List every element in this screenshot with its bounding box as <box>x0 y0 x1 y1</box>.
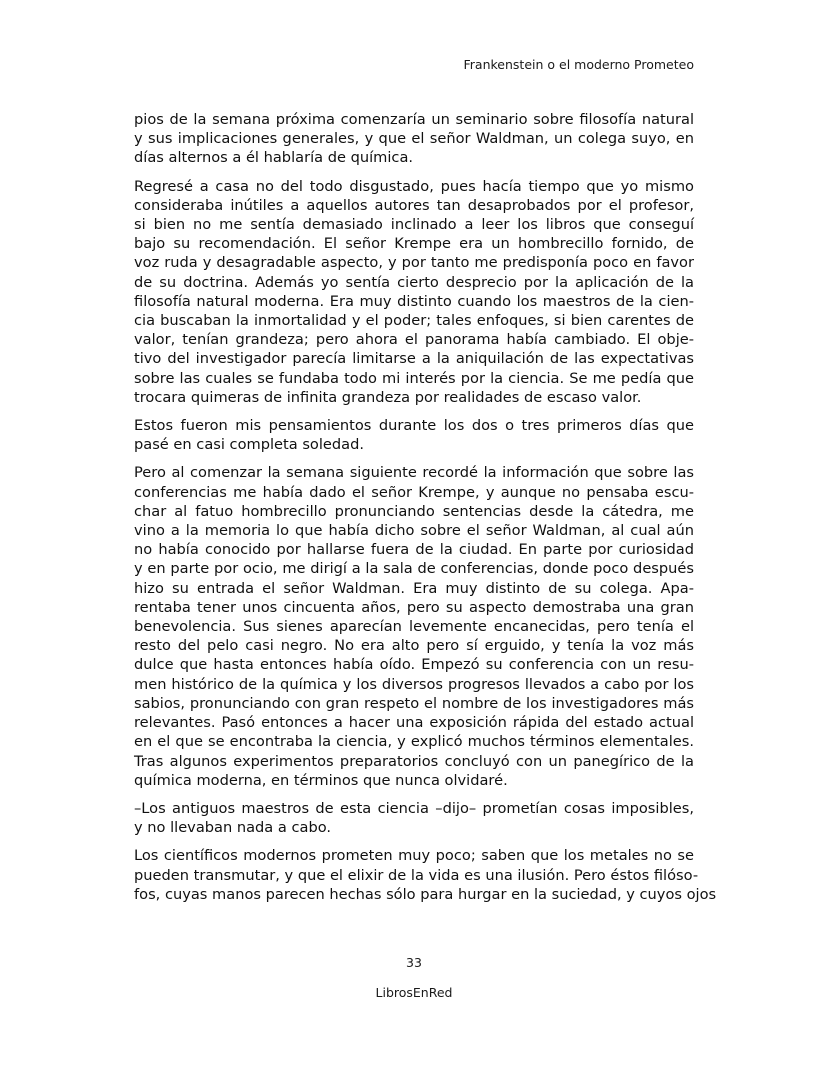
paragraph-5 <box>134 799 694 837</box>
paragraph-2 <box>134 177 694 407</box>
text-line: vino a la memoria lo que había dicho sobre el señor Waldman, al cual aún <box>134 522 694 540</box>
text-line: –Los antiguos maestros de esta ciencia –dijo– prometían cosas imposibles, <box>134 799 694 817</box>
text-line: y en parte por ocio, me dirigí a la sala de conferencias, donde poco después <box>134 560 694 578</box>
text-line: y no llevaban nada a cabo. <box>134 819 332 837</box>
text-line: trocara quimeras de infinita grandeza por realidades de escaso valor. <box>134 388 642 406</box>
page-number: 33 <box>406 955 422 970</box>
paragraph-4 <box>134 463 694 789</box>
text-line: benevolencia. Sus sienes aparecían levemente encanecidas, pero tenía el <box>134 618 694 636</box>
text-line: relevantes. Pasó entonces a hacer una exposición rápida del estado actual <box>134 714 694 732</box>
publisher-footer: LibrosEnRed <box>375 985 453 1000</box>
running-header: Frankenstein o el moderno Prometeo <box>463 57 694 72</box>
text-line: pueden transmutar, y que el elixir de la vida es una ilusión. Pero éstos filóso- <box>134 866 699 884</box>
text-line: Estos fueron mis pensamientos durante los dos o tres primeros días que <box>134 417 694 435</box>
text-line: Tras algunos experimentos preparatorios concluyó con un panegírico de la <box>134 752 694 770</box>
text-line: días alternos a él hablaría de química. <box>134 149 414 167</box>
text-line: cia buscaban la inmortalidad y el poder; tales enfoques, si bien carentes de <box>134 312 694 330</box>
text-line: men histórico de la química y los diversos progresos llevados a cabo por los <box>134 675 694 693</box>
text-line: bajo su recomendación. El señor Krempe era un hombrecillo fornido, de <box>134 235 694 253</box>
text-line: rentaba tener unos cincuenta años, pero su aspecto demostraba una gran <box>134 598 694 616</box>
text-line: tivo del investigador parecía limitarse a la aniquilación de las expectativas <box>134 350 694 368</box>
text-line: sobre las cuales se fundaba todo mi interés por la ciencia. Se me pedía que <box>134 369 694 387</box>
text-line: Pero al comenzar la semana siguiente recordé la información que sobre las <box>134 464 694 482</box>
text-line: en el que se encontraba la ciencia, y explicó muchos términos elementales. <box>134 733 694 751</box>
text-line: química moderna, en términos que nunca olvidaré. <box>134 771 508 789</box>
text-line: filosofía natural moderna. Era muy distinto cuando los maestros de la cien- <box>134 292 694 310</box>
body-text <box>134 110 717 913</box>
text-line: si bien no me sentía demasiado inclinado a leer los libros que conseguí <box>134 216 694 234</box>
text-line: voz ruda y desagradable aspecto, y por tanto me predisponía poco en favor <box>134 254 694 272</box>
text-line: hizo su entrada el señor Waldman. Era muy distinto de su colega. Apa- <box>134 579 694 597</box>
paragraph-6 <box>134 846 717 904</box>
text-line: resto del pelo casi negro. No era alto pero sí erguido, y tenía la voz más <box>134 637 694 655</box>
text-line: consideraba inútiles a aquellos autores tan desaprobados por el profesor, <box>134 196 694 214</box>
text-line: y sus implicaciones generales, y que el señor Waldman, un colega suyo, en <box>134 130 694 148</box>
text-line: Los científicos modernos prometen muy poco; saben que los metales no se <box>134 847 694 865</box>
text-line: valor, tenían grandeza; pero ahora el panorama había cambiado. El obje- <box>134 331 694 349</box>
text-line: de su doctrina. Además yo sentía cierto desprecio por la aplicación de la <box>134 273 694 291</box>
text-line: Regresé a casa no del todo disgustado, pues hacía tiempo que yo mismo <box>134 177 694 195</box>
text-line: pasé en casi completa soledad. <box>134 436 365 454</box>
text-line: dulce que hasta entonces había oído. Empezó su conferencia con un resu- <box>134 656 694 674</box>
text-line: conferencias me había dado el señor Krempe, y aunque no pensaba escu- <box>134 483 694 501</box>
text-line: no había conocido por hallarse fuera de la ciudad. En parte por curiosidad <box>134 541 694 559</box>
text-line: pios de la semana próxima comenzaría un seminario sobre filosofía natural <box>134 111 694 128</box>
paragraph-3 <box>134 416 694 454</box>
text-line: sabios, pronunciando con gran respeto el nombre de los investigadores más <box>134 694 694 712</box>
text-line: fos, cuyas manos parecen hechas sólo para hurgar en la suciedad, y cuyos ojos <box>134 885 717 903</box>
text-line: char al fatuo hombrecillo pronunciando sentencias desde la cátedra, me <box>134 502 694 520</box>
paragraph-1 <box>134 110 694 168</box>
